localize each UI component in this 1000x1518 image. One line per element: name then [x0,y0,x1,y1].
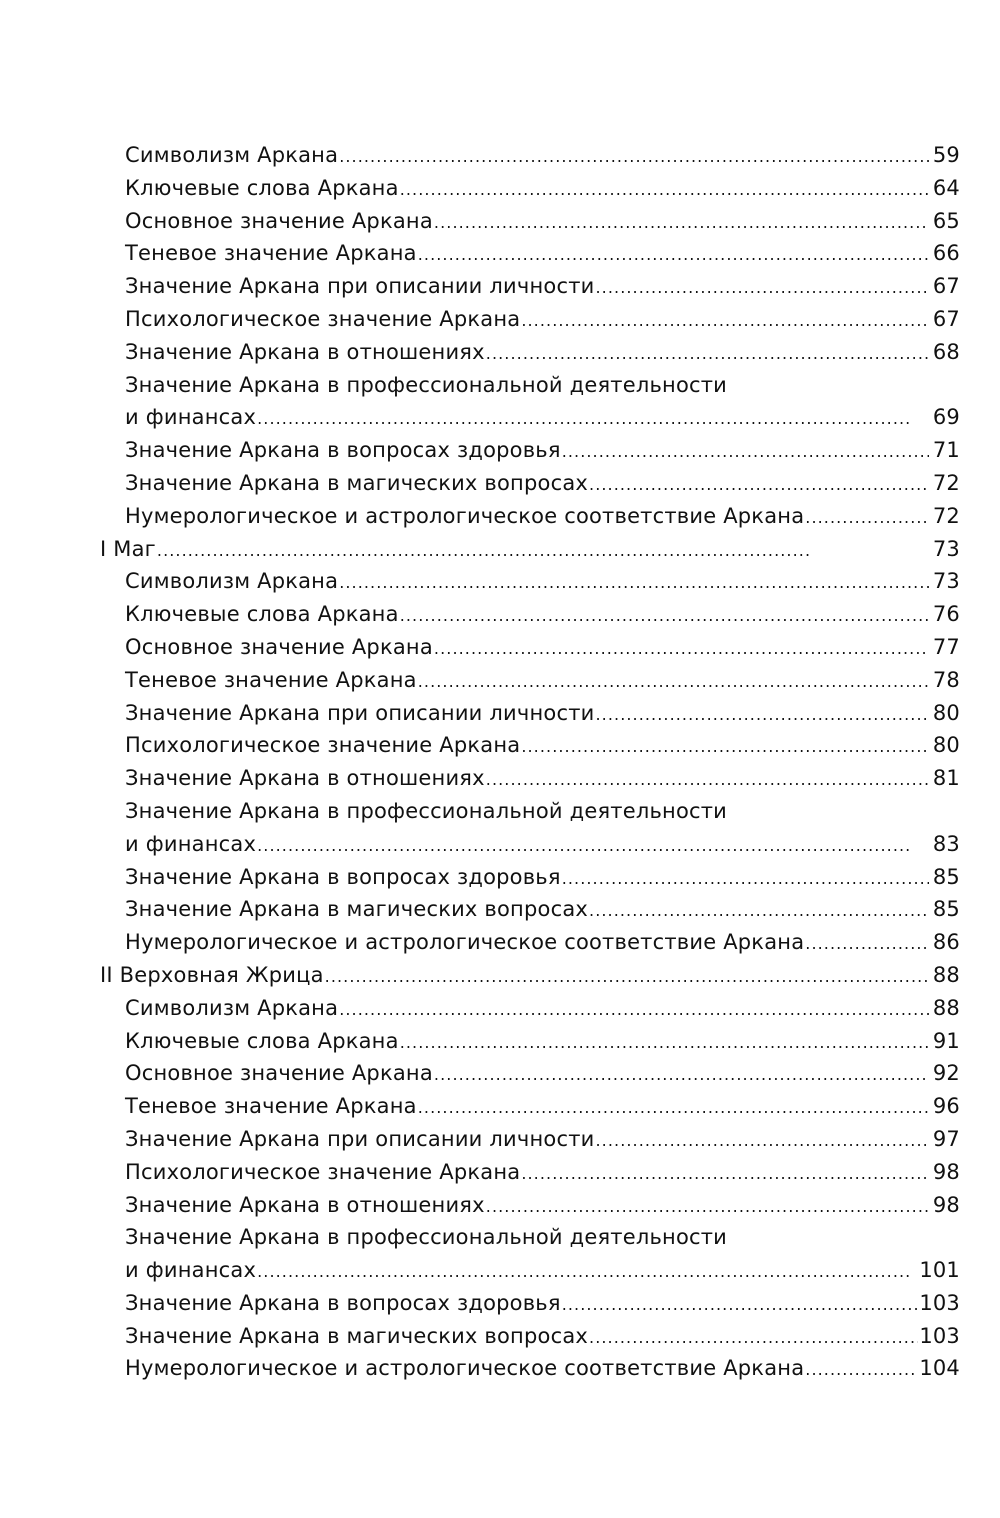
toc-leader-dots [257,403,929,436]
toc-entry-title: Ключевые слова Аркана [125,175,399,200]
toc-chapter-title: II Верховная Жрица [100,962,324,987]
toc-entry-title: Значение Аркана в магических вопросах [125,897,589,922]
toc-entry-page: 78 [932,667,960,692]
toc-leader-dots [400,600,929,633]
toc-entry-title: Психологическое значение Аркана [125,1159,521,1184]
toc-leader-dots [434,1059,929,1092]
toc-leader-dots [596,272,930,305]
toc-leader-dots [325,961,929,994]
toc-leader-dots [418,1092,929,1125]
toc-entry[interactable] [100,893,960,926]
toc-entry[interactable] [100,434,960,467]
toc-entry-page: 67 [932,306,960,331]
toc-entry[interactable] [100,336,960,369]
toc-leader-dots [562,436,929,469]
toc-leader-dots [596,1125,930,1158]
toc-leader-dots [418,239,929,272]
toc-entry-title: Психологическое значение Аркана [125,306,521,331]
toc-entry[interactable] [100,598,960,631]
toc-entry-title: Ключевые слова Аркана [125,1028,399,1053]
toc-entry-page: 64 [932,175,960,200]
toc-entry-page: 66 [932,241,960,266]
toc-chapter-title: I Маг [100,536,156,561]
toc-leader-dots [521,305,929,338]
toc-entry-title: Значение Аркана при описании личности [125,1126,595,1151]
toc-entry-first-line[interactable] [100,1221,960,1254]
toc-entry-page: 96 [932,1094,960,1119]
toc-entry-page: 103 [919,1290,960,1315]
toc-chapter[interactable] [100,959,960,992]
toc-leader-dots [805,502,929,535]
toc-leader-dots [486,338,929,371]
toc-entry-page: 85 [932,864,960,889]
toc-entry[interactable] [100,237,960,270]
toc-leader-dots [257,830,929,863]
toc-entry-page: 91 [932,1028,960,1053]
toc-leader-dots [486,1191,929,1224]
toc-entry-page: 73 [932,569,960,594]
toc-entry-title: Ключевые слова Аркана [125,602,399,627]
toc-leader-dots [339,994,929,1027]
toc-leader-dots [400,1027,929,1060]
toc-entry-title: Теневое значение Аркана [125,1094,417,1119]
toc-leader-dots [418,666,929,699]
toc-entry[interactable] [100,729,960,762]
toc-leader-dots [589,1322,918,1355]
toc-entry-title: Значение Аркана в магических вопросах [125,1323,589,1348]
toc-chapter-page: 88 [932,962,960,987]
toc-entry-page: 72 [932,470,960,495]
toc-entry-title: Символизм Аркана [125,143,339,167]
toc-entry[interactable] [100,1254,960,1287]
toc-entry-title: Значение Аркана в профессиональной деятельности [125,1225,728,1250]
toc-entry[interactable] [100,1025,960,1058]
toc-entry[interactable] [100,565,960,598]
toc-entry-title: Основное значение Аркана [125,1061,433,1086]
toc-entry[interactable] [100,697,960,730]
toc-leader-dots [589,469,929,502]
toc-entry-title: Нумерологическое и астрологическое соответствие Аркана [125,930,805,955]
toc-entry-title: Символизм Аркана [125,569,339,594]
toc-entry[interactable] [100,401,960,434]
toc-entry-title: Нумерологическое и астрологическое соответствие Аркана [125,1356,805,1381]
toc-entry-title: Значение Аркана в магических вопросах [125,470,589,495]
toc-leader-dots [596,699,930,732]
toc-entry[interactable] [100,1287,960,1320]
toc-entry-title: Значение Аркана в отношениях [125,1192,485,1217]
toc-entry[interactable] [100,1320,960,1353]
toc-entry-page: 69 [932,405,960,430]
toc-leader-dots [521,731,929,764]
toc-entry-title: Основное значение Аркана [125,634,433,659]
toc-entry-page: 101 [919,1258,960,1283]
toc-entry-title: Психологическое значение Аркана [125,733,521,758]
toc-entry[interactable] [100,631,960,664]
toc-leader-dots [521,1158,929,1191]
toc-entry-title: и финансах [125,1258,257,1283]
toc-entry-title: и финансах [125,405,257,430]
toc-leader-dots [805,928,929,961]
toc-leader-dots [434,633,929,666]
toc-entry-page: 77 [932,634,960,659]
toc-entry-first-line[interactable] [100,795,960,828]
toc-leader-dots [486,764,929,797]
toc-entry-page: 80 [932,700,960,725]
toc-entry[interactable] [100,1090,960,1123]
toc-entry[interactable] [100,926,960,959]
toc-entry-title: Основное значение Аркана [125,208,433,233]
toc-entry-page: 104 [919,1356,960,1381]
toc-leader-dots [562,863,929,896]
toc-leader-dots [339,141,929,174]
toc-chapter-page: 73 [932,536,960,561]
toc-entry[interactable] [100,1057,960,1090]
toc-entry-page: 92 [932,1061,960,1086]
toc-entry[interactable] [100,861,960,894]
toc-entry[interactable] [100,139,960,172]
toc-entry-title: Значение Аркана в профессиональной деятельности [125,798,728,823]
toc-entry[interactable] [100,1352,960,1385]
toc-leader-dots [339,567,929,600]
toc-entry-title: Значение Аркана в профессиональной деятельности [125,372,728,397]
toc-leader-dots [434,207,929,240]
toc-entry-title: Значение Аркана при описании личности [125,700,595,725]
toc-entry-page: 80 [932,733,960,758]
toc-entry[interactable] [100,762,960,795]
toc-entry-page: 85 [932,897,960,922]
toc-entry-page: 88 [932,995,960,1020]
toc-entry-page: 72 [932,503,960,528]
toc-entry-title: Значение Аркана в вопросах здоровья [125,438,561,463]
toc-entry-page: 81 [932,766,960,791]
toc-entry-page: 97 [932,1126,960,1151]
toc-chapter[interactable] [100,533,960,566]
toc-leader-dots [589,895,929,928]
toc-entry-title: Значение Аркана в отношениях [125,339,485,364]
toc-entry[interactable] [100,467,960,500]
toc-entry-first-line[interactable] [100,369,960,402]
toc-entry-title: Теневое значение Аркана [125,667,417,692]
toc-entry-page: 71 [932,438,960,463]
toc-leader-dots [157,535,929,568]
toc-entry-page: 68 [932,339,960,364]
toc-leader-dots [805,1354,918,1387]
toc-entry-title: Значение Аркана при описании личности [125,274,595,299]
toc-entry[interactable] [100,664,960,697]
toc-entry-title: Значение Аркана в вопросах здоровья [125,1290,561,1315]
toc-entry-page: 98 [932,1192,960,1217]
toc-leader-dots [562,1289,919,1322]
toc-entry-page: 83 [932,831,960,856]
toc-entry[interactable] [100,992,960,1025]
toc-entry-title: и финансах [125,831,257,856]
toc-entry-title: Значение Аркана в отношениях [125,766,485,791]
toc-entry[interactable] [100,1123,960,1156]
toc-entry-page: 65 [932,208,960,233]
toc-entry[interactable] [100,828,960,861]
toc-entry[interactable] [100,205,960,238]
toc-entry[interactable] [100,270,960,303]
toc-entry-title: Значение Аркана в вопросах здоровья [125,864,561,889]
toc-entry-page: 98 [932,1159,960,1184]
toc-entry[interactable] [100,172,960,205]
toc-entry-page: 86 [932,930,960,955]
toc-leader-dots [400,174,929,207]
toc-entry[interactable] [100,500,960,533]
toc-entry-page: 76 [932,602,960,627]
table-of-contents [100,139,960,1385]
toc-entry-title: Нумерологическое и астрологическое соответствие Аркана [125,503,805,528]
toc-entry[interactable] [100,1156,960,1189]
toc-entry[interactable] [100,303,960,336]
toc-leader-dots [257,1256,918,1289]
toc-entry-page: 59 [932,143,960,167]
toc-entry-title: Символизм Аркана [125,995,339,1020]
toc-entry[interactable] [100,1189,960,1222]
toc-entry-page: 103 [919,1323,960,1348]
toc-entry-page: 67 [932,274,960,299]
toc-entry-title: Теневое значение Аркана [125,241,417,266]
